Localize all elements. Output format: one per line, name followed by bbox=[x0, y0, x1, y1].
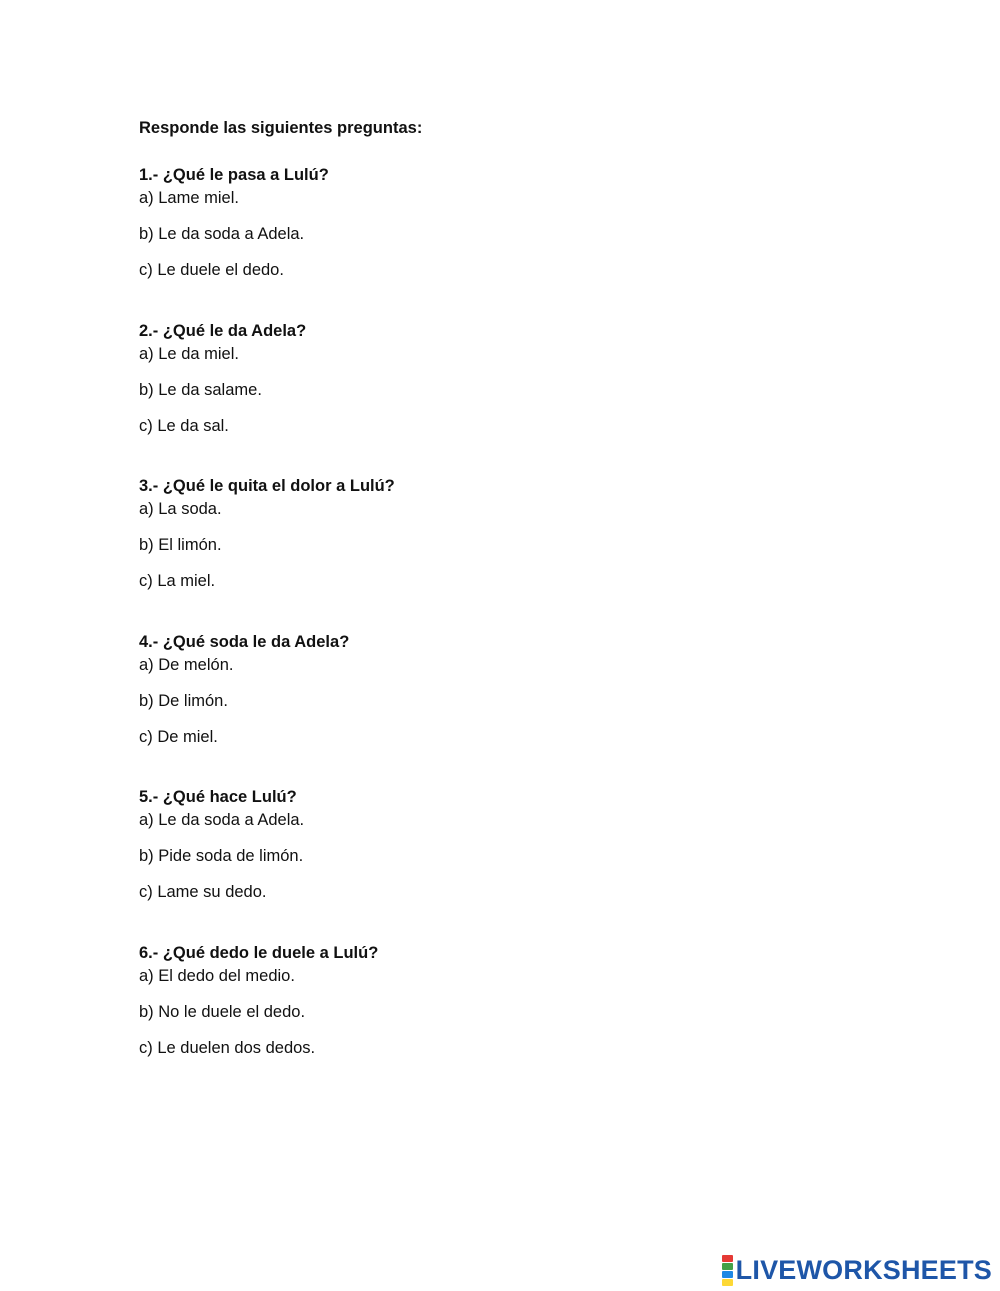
logo-block-blue bbox=[722, 1271, 733, 1278]
option-a: a) De melón. bbox=[139, 655, 234, 674]
liveworksheets-logo-icon bbox=[722, 1255, 733, 1286]
question-title: 2.- ¿Qué le da Adela? bbox=[139, 321, 307, 340]
option-c: c) La miel. bbox=[139, 572, 216, 590]
options-list bbox=[139, 964, 919, 1060]
question-3 bbox=[139, 474, 919, 630]
liveworksheets-logo bbox=[722, 1255, 992, 1285]
option-a: a) Le da miel. bbox=[139, 344, 239, 363]
question-4 bbox=[139, 630, 919, 786]
logo-text: LIVEWORKSHEETS bbox=[735, 1255, 992, 1285]
option-b: b) Pide soda de limón. bbox=[139, 847, 304, 865]
options-list bbox=[139, 808, 919, 904]
option-c: c) Le duele el dedo. bbox=[139, 261, 284, 279]
question-5 bbox=[139, 785, 919, 941]
option-a: a) Lame miel. bbox=[139, 189, 239, 207]
option-b: b) El limón. bbox=[139, 536, 222, 554]
option-b: b) Le da soda a Adela. bbox=[139, 225, 305, 243]
question-title: 3.- ¿Qué le quita el dolor a Lulú? bbox=[139, 477, 395, 495]
instructions-heading: Responde las siguientes preguntas: bbox=[139, 119, 423, 137]
option-c: c) De miel. bbox=[139, 727, 218, 746]
question-1 bbox=[139, 163, 919, 319]
options-list bbox=[139, 497, 919, 593]
logo-block-yellow bbox=[722, 1279, 733, 1286]
option-b: b) Le da salame. bbox=[139, 380, 262, 399]
question-2 bbox=[139, 319, 919, 475]
question-6 bbox=[139, 941, 919, 1097]
options-list bbox=[139, 186, 919, 282]
option-a: a) Le da soda a Adela. bbox=[139, 811, 305, 829]
option-b: b) De limón. bbox=[139, 691, 228, 710]
option-b: b) No le duele el dedo. bbox=[139, 1002, 306, 1021]
question-title: 4.- ¿Qué soda le da Adela? bbox=[139, 632, 350, 651]
options-list bbox=[139, 342, 919, 438]
question-title: 1.- ¿Qué le pasa a Lulú? bbox=[139, 166, 329, 184]
option-c: c) Le duelen dos dedos. bbox=[139, 1038, 316, 1057]
option-a: a) El dedo del medio. bbox=[139, 966, 295, 985]
option-a: a) La soda. bbox=[139, 500, 222, 518]
worksheet-content bbox=[139, 116, 919, 1096]
option-c: c) Le da sal. bbox=[139, 416, 229, 435]
question-title: 6.- ¿Qué dedo le duele a Lulú? bbox=[139, 943, 379, 962]
question-title: 5.- ¿Qué hace Lulú? bbox=[139, 788, 297, 806]
option-c: c) Lame su dedo. bbox=[139, 883, 267, 901]
logo-block-red bbox=[722, 1255, 733, 1262]
options-list bbox=[139, 653, 919, 749]
logo-block-green bbox=[722, 1263, 733, 1270]
